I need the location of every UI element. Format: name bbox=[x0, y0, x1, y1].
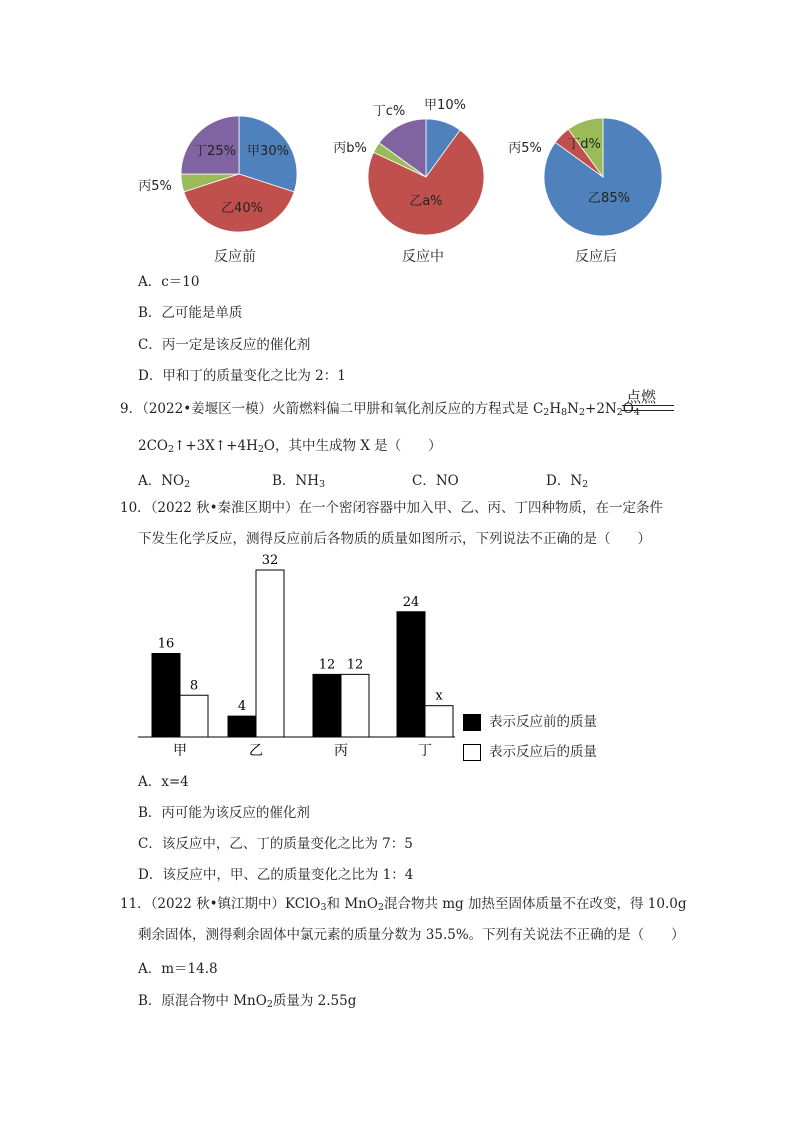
q11-opt-text: 质量为 2.55g bbox=[272, 993, 357, 1009]
q11-text: 和 MnO bbox=[326, 896, 378, 912]
legend-swatch-after bbox=[463, 744, 481, 761]
q8-option-b: B．乙可能是单质 bbox=[138, 305, 243, 321]
pie-caption-after: 反应后 bbox=[575, 249, 617, 265]
q8-option-a: A．c＝10 bbox=[138, 274, 200, 290]
pie-slice-label: 乙a% bbox=[409, 194, 443, 209]
q9-text: O，其中生成物 X 是（ ） bbox=[263, 438, 442, 454]
pie-slice-label: 甲30% bbox=[247, 144, 289, 159]
pie-slice-label: 丁d% bbox=[567, 137, 601, 152]
bar-value-label: 8 bbox=[189, 678, 199, 694]
legend-label-after: 表示反应后的质量 bbox=[489, 744, 597, 760]
sub: 2 bbox=[266, 999, 273, 1010]
sub: 2 bbox=[257, 444, 264, 455]
q11-option-b bbox=[138, 989, 356, 1009]
bar bbox=[313, 674, 341, 737]
bar bbox=[152, 654, 180, 738]
sub: 2 bbox=[582, 479, 589, 490]
q11-text: 混合物共 mg 加热至固体质量不在改变，得 10.0g bbox=[383, 896, 687, 912]
q10-option-a: A．x=4 bbox=[138, 774, 189, 790]
q11-opt-text: B．原混合物中 MnO bbox=[138, 993, 267, 1009]
q9-text: ↑+3X↑+4H bbox=[174, 438, 258, 454]
legend-before bbox=[463, 710, 597, 731]
q10-stem-line2: 下发生化学反应，测得反应前后各物质的质量如图所示，下列说法不正确的是（ ） bbox=[138, 531, 651, 547]
equals-sign bbox=[622, 405, 674, 411]
legend-swatch-before bbox=[463, 714, 481, 731]
q9-opt-text: A．NO bbox=[138, 473, 185, 489]
q8-option-c: C．丙一定是该反应的催化剂 bbox=[138, 337, 311, 353]
bar-category-label: 丙 bbox=[334, 743, 348, 759]
bar bbox=[341, 674, 369, 737]
bar-category-label: 甲 bbox=[173, 743, 187, 759]
q10-option-c: C．该反应中，乙、丁的质量变化之比为 7：5 bbox=[138, 836, 413, 852]
q9-opt-text: C．NO bbox=[412, 473, 459, 489]
bar-value-label: 12 bbox=[346, 657, 364, 673]
q10-stem-line1: 10．（2022 秋•秦淮区期中）在一个密闭容器中加入甲、乙、丙、丁四种物质，在一定条件 bbox=[120, 500, 664, 516]
pie-slice-label: 丙b% bbox=[333, 141, 367, 156]
pie-slice-label: 乙40% bbox=[221, 201, 263, 216]
q11-text: 11．（2022 秋•镇江期中）KClO bbox=[120, 896, 321, 912]
q9-text: N bbox=[567, 401, 579, 417]
sub: 2 bbox=[184, 479, 191, 490]
sub: 2 bbox=[168, 444, 175, 455]
q9-option-d bbox=[546, 469, 588, 489]
bar-value-label: x bbox=[435, 688, 443, 704]
q9-stem-line2 bbox=[138, 437, 442, 455]
q9-opt-text: B．NH bbox=[272, 473, 320, 489]
q9-text: O bbox=[622, 401, 634, 417]
pie-slice-label: 丙5% bbox=[138, 179, 172, 194]
pie-caption-before: 反应前 bbox=[214, 249, 256, 265]
pie-slice-label: 丙5% bbox=[508, 141, 542, 156]
bar bbox=[397, 612, 425, 737]
q11-option-a: A．m＝14.8 bbox=[138, 961, 218, 977]
q9-option-b bbox=[272, 469, 325, 489]
q11-stem-line1 bbox=[120, 895, 687, 913]
pie-slice-label: 丁25% bbox=[194, 144, 236, 159]
bar-value-label: 16 bbox=[157, 636, 175, 652]
sub: 3 bbox=[320, 902, 327, 913]
q9-text: H bbox=[549, 401, 562, 417]
reaction-condition: 点燃 bbox=[626, 388, 657, 406]
q9-text: 2CO bbox=[138, 438, 168, 454]
bar-chart bbox=[0, 550, 794, 780]
bar-category-label: 乙 bbox=[249, 743, 263, 759]
bar bbox=[256, 570, 284, 737]
bar-category-label: 丁 bbox=[418, 743, 432, 759]
legend-label-before: 表示反应前的质量 bbox=[489, 714, 597, 730]
sub: 2 bbox=[616, 407, 623, 418]
q9-stem-line1 bbox=[120, 400, 640, 418]
sub: 4 bbox=[633, 407, 640, 418]
bar-value-label: 4 bbox=[237, 699, 247, 715]
q9-text: +2N bbox=[585, 401, 617, 417]
pie-chart-after-svg bbox=[0, 0, 794, 280]
pie-slice-label: 乙85% bbox=[588, 191, 630, 206]
q9-option-c bbox=[412, 469, 459, 489]
sub: 2 bbox=[543, 407, 550, 418]
q9-option-a bbox=[138, 469, 190, 489]
q9-text: 9．（2022•姜堰区一模）火箭燃料偏二甲肼和氧化剂反应的方程式是 C bbox=[120, 401, 544, 417]
sub: 2 bbox=[578, 407, 586, 418]
bar-value-label: 12 bbox=[318, 657, 336, 673]
bar bbox=[228, 716, 256, 737]
sub: 2 bbox=[377, 902, 384, 913]
pie-slice-label: 甲10% bbox=[424, 98, 466, 113]
sub: 3 bbox=[319, 479, 326, 490]
pie-caption-during: 反应中 bbox=[402, 249, 444, 265]
q10-option-b: B．丙可能为该反应的催化剂 bbox=[138, 805, 310, 821]
pie-slice-label: 丁c% bbox=[372, 104, 406, 119]
legend-after bbox=[463, 740, 597, 761]
bar bbox=[180, 695, 208, 737]
q9-opt-text: D．N bbox=[546, 473, 583, 489]
bar-value-label: 32 bbox=[261, 553, 279, 568]
q8-option-d: D．甲和丁的质量变化之比为 2：1 bbox=[138, 368, 346, 384]
bar-value-label: 24 bbox=[402, 594, 420, 610]
q11-stem-line2: 剩余固体，测得剩余固体中氯元素的质量分数为 35.5%。下列有关说法不正确的是（ ） bbox=[138, 927, 685, 943]
q10-option-d: D．该反应中，甲、乙的质量变化之比为 1：4 bbox=[138, 867, 414, 883]
bar bbox=[425, 706, 453, 737]
sub: 8 bbox=[561, 407, 568, 418]
